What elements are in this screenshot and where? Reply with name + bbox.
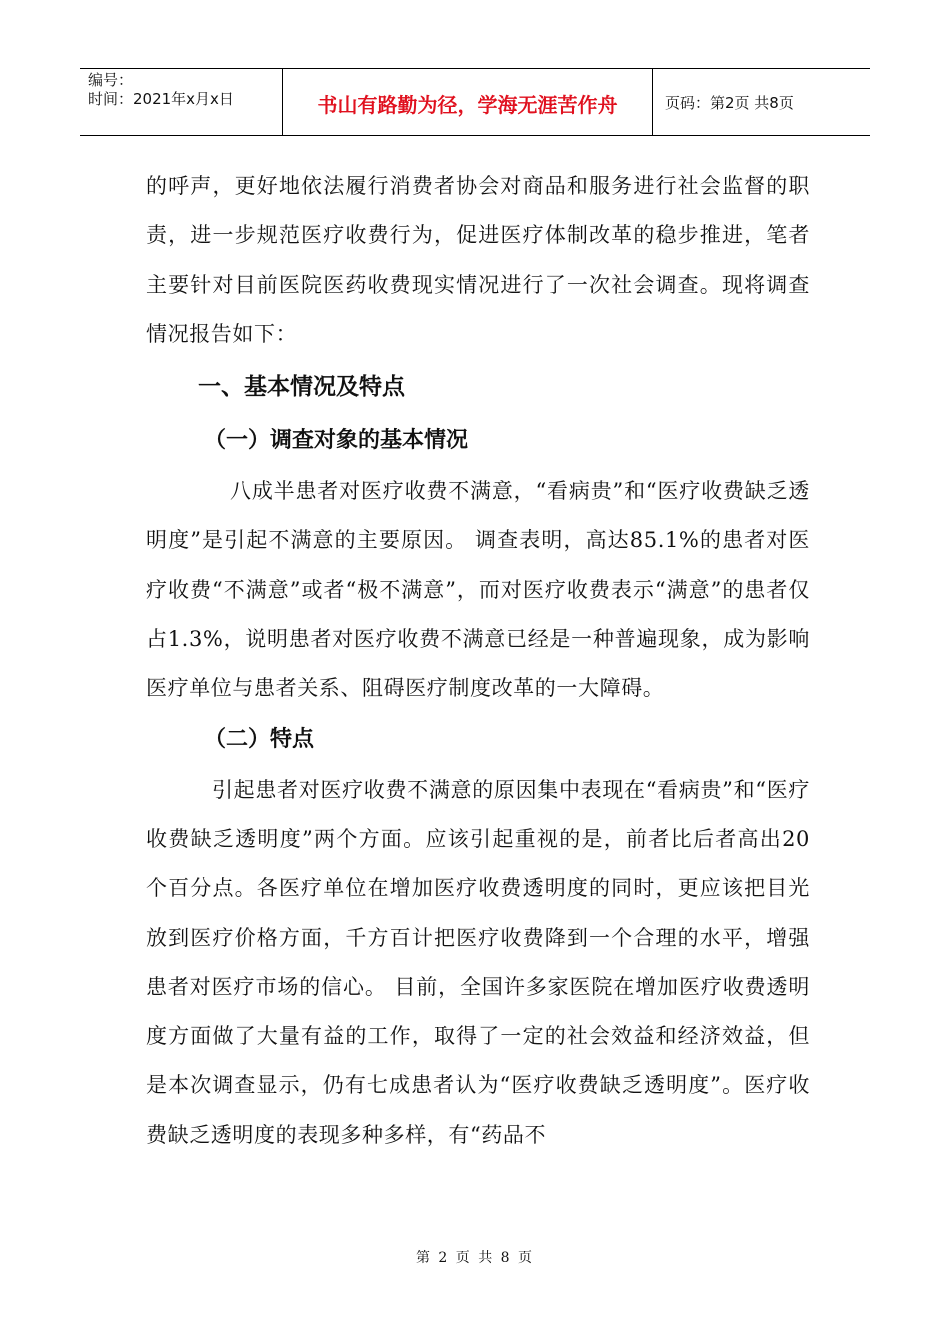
header-page-info: 页码：第2页 共8页 [665, 93, 794, 112]
document-date-label: 时间：2021年x月x日 [88, 90, 234, 108]
body-paragraph-features: 引起患者对医疗收费不满意的原因集中表现在“看病贵”和“医疗收费缺乏透明度”两个方面。应该引起重视的是，前者比后者高出20个百分点。各医疗单位在增加医疗收费透明度的同时，更应该把目光放到医疗价格方面，千方百计把医疗收费降到一个合理的水平，增强患者对医疗市场的信心。 目前，全国许多家医院在增加医疗收费透明度方面做了大量有益的工作，取得了一定的社会效益和经济效益，但是本次调查显示，仍有七成患者认为“医疗收费缺乏透明度”。医疗收费缺乏透明度的表现多种多样，有“药品不 [146, 777, 810, 1147]
document-number-label: 编号： [88, 71, 134, 89]
header-motto: 书山有路勤为径，学海无涯苦作舟 [283, 69, 653, 135]
section-heading-basic-situation: 一、基本情况及特点 [198, 374, 405, 401]
body-paragraph-continued: 的呼声，更好地依法履行消费者协会对商品和服务进行社会监督的职责，进一步规范医疗收费行为，促进医疗体制改革的稳步推进，笔者主要针对目前医院医药收费现实情况进行了一次社会调查。现将调查情况报告如下： [146, 174, 810, 346]
subsection-heading-survey-subjects: （一）调查对象的基本情况 [204, 428, 469, 454]
page-footer-number: 第 2 页 共 8 页 [415, 1250, 535, 1266]
body-paragraph-survey-results: 八成半患者对医疗收费不满意，“看病贵”和“医疗收费缺乏透明度”是引起不满意的主要原因。 调查表明，高达85.1%的患者对医疗收费“不满意”或者“极不满意”，而对医疗收费表示“满意”的患者仅占1.3%，说明患者对医疗收费不满意已经是一种普遍现象，成为影响医疗单位与患者关系、阻碍医疗制度改革的一大障碍。 [146, 479, 810, 701]
subsection-heading-features: （二）特点 [204, 726, 315, 752]
document-body [146, 162, 810, 1160]
header-meta-cell [80, 69, 283, 135]
document-header [80, 68, 870, 136]
